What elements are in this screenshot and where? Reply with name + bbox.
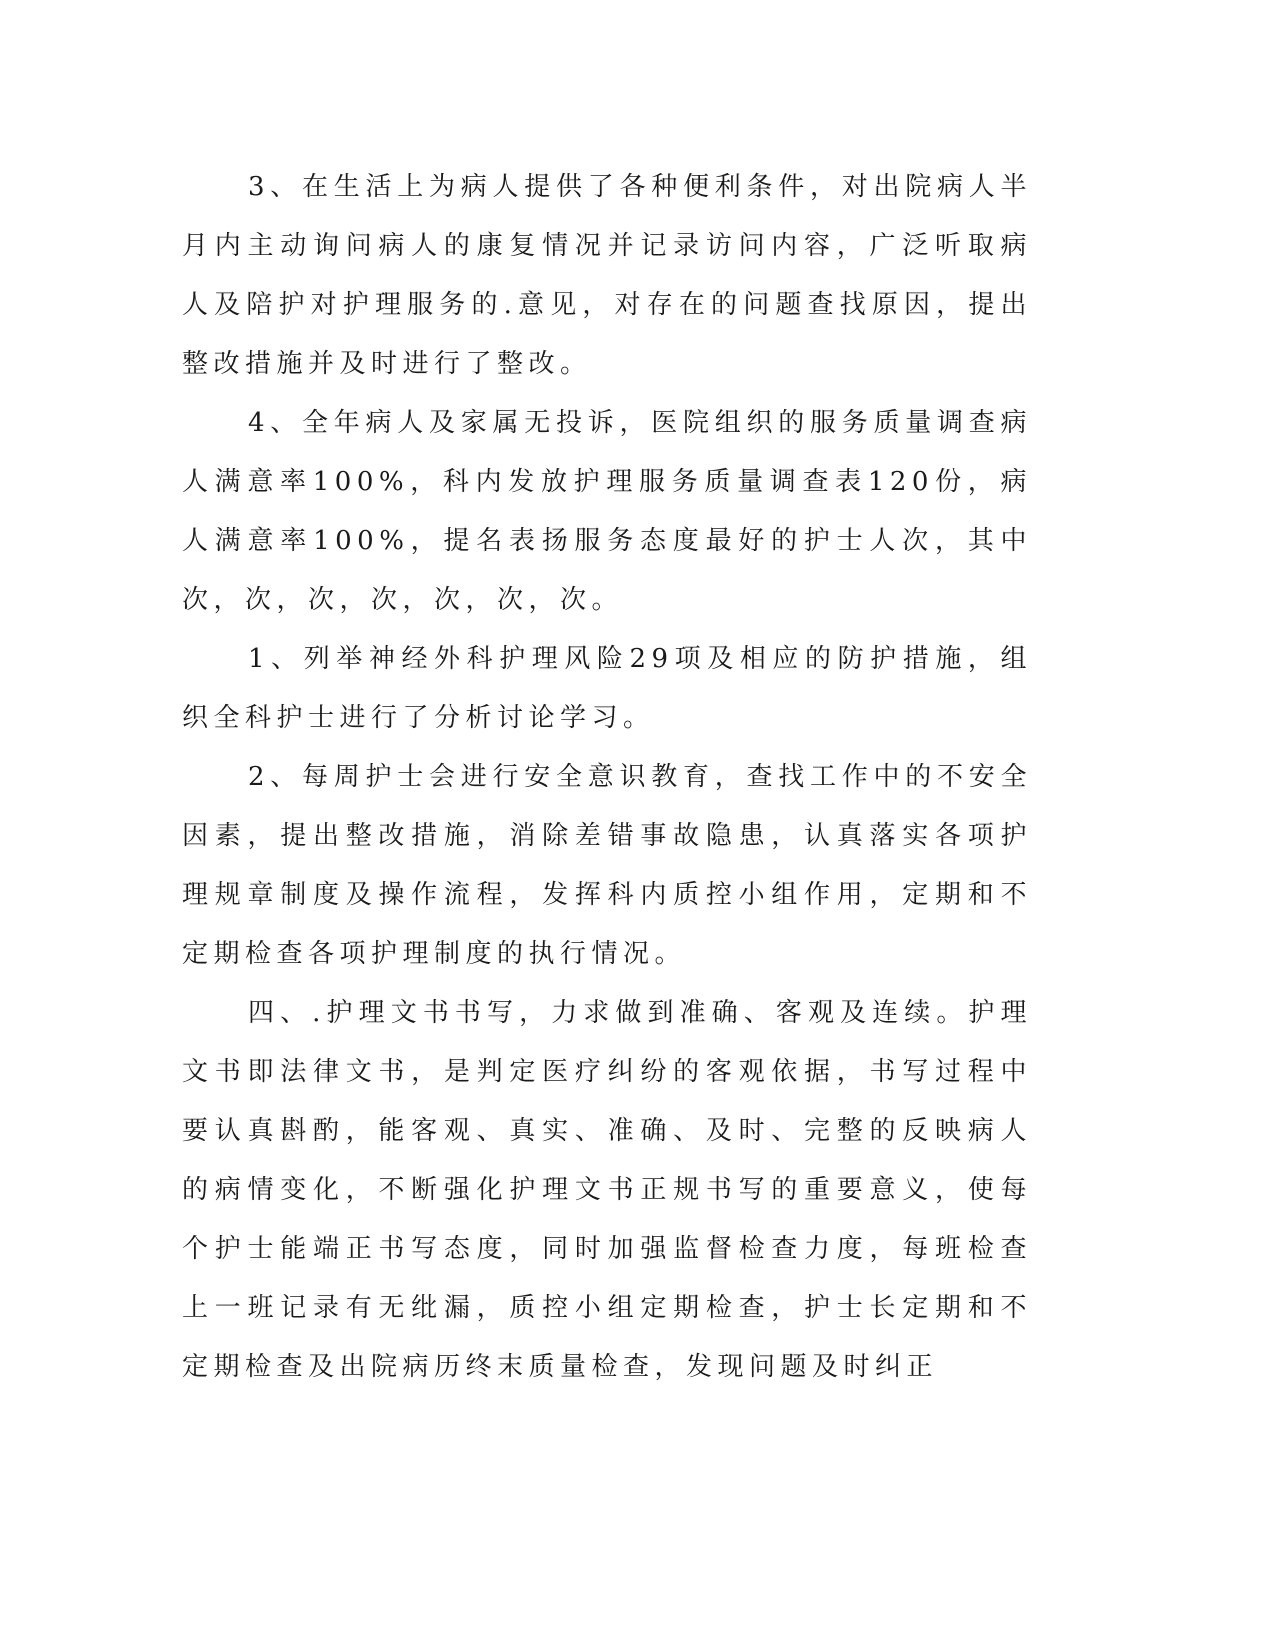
paragraph-risk-list: 1、列举神经外科护理风险29项及相应的防护措施，组织全科护士进行了分析讨论学习。	[182, 644, 1032, 733]
paragraph-living-convenience: 3、在生活上为病人提供了各种便利条件，对出院病人半月内主动询问病人的康复情况并记录访问内容，广泛听取病人及陪护对护理服务的.意见，对存在的问题查找原因，提出整改措施并及时进行了整改。	[182, 172, 1032, 379]
paragraph-nursing-documents: 四、.护理文书书写，力求做到准确、客观及连续。护理文书即法律文书，是判定医疗纠纷的客观依据，书写过程中要认真斟酌，能客观、真实、准确、及时、完整的反映病人的病情变化，不断强化护理文书正规书写的重要意义，使每个护士能端正书写态度，同时加强监督检查力度，每班检查上一班记录有无纰漏，质控小组定期检查，护士长定期和不定期检查及出院病历终末质量检查，发现问题及时纠正	[182, 998, 1032, 1382]
paragraph-safety-education: 2、每周护士会进行安全意识教育，查找工作中的不安全因素，提出整改措施，消除差错事故隐患，认真落实各项护理规章制度及操作流程，发挥科内质控小组作用，定期和不定期检查各项护理制度的执行情况。	[182, 762, 1032, 969]
document-body	[182, 158, 1032, 1397]
paragraph-satisfaction-survey: 4、全年病人及家属无投诉，医院组织的服务质量调查病人满意率100%，科内发放护理服务质量调查表120份，病人满意率100%，提名表扬服务态度最好的护士人次，其中次，次，次，次，次，次，次。	[182, 408, 1032, 615]
